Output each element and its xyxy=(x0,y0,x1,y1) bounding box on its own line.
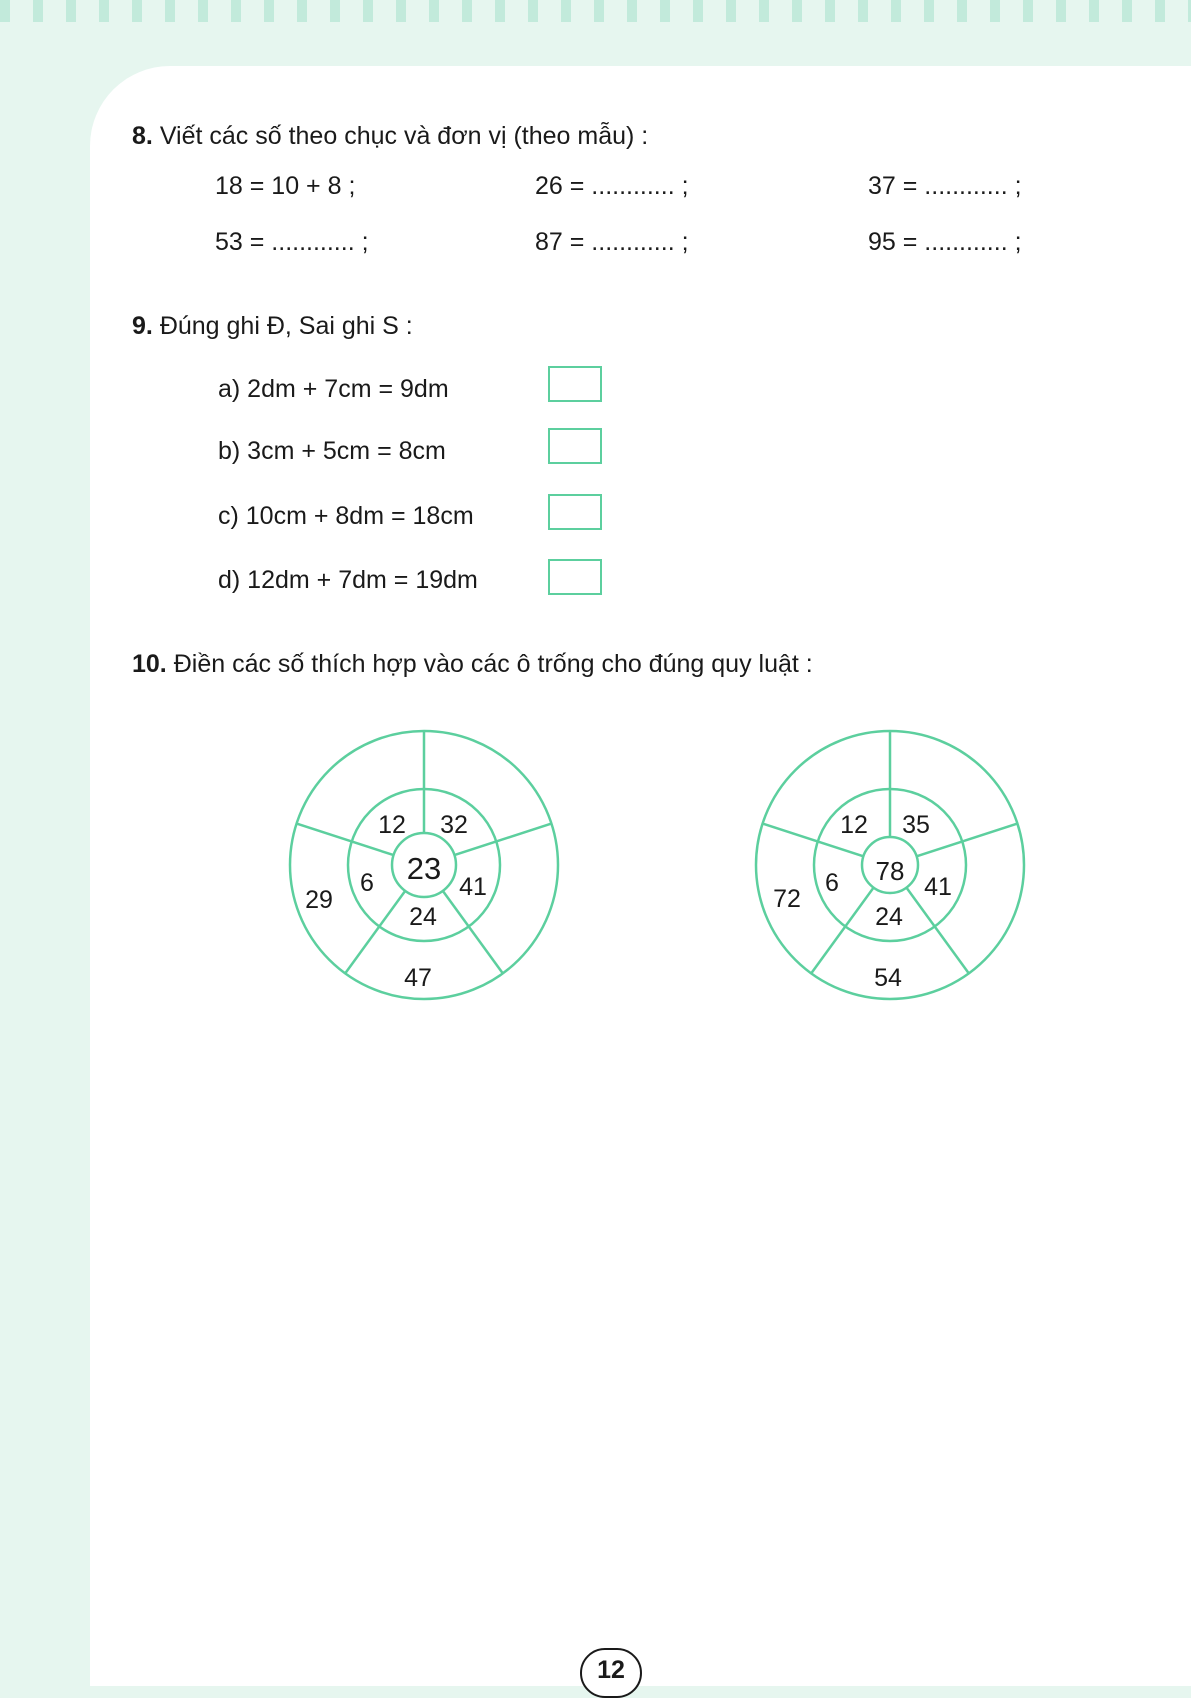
q8-expr-2[interactable]: 26 = ............ ; xyxy=(535,172,689,200)
q9-answer-box-d[interactable] xyxy=(548,559,602,595)
q9-heading xyxy=(132,312,413,341)
number-wheel-1 xyxy=(284,725,564,1005)
q9-answer-box-a[interactable] xyxy=(548,366,602,402)
wheel-1-outer-3: 47 xyxy=(404,964,432,992)
q9-title: Đúng ghi Đ, Sai ghi S : xyxy=(159,312,413,340)
wheel-2-outer-3: 54 xyxy=(874,964,902,992)
wheel-2-outer-4: 72 xyxy=(773,885,801,913)
q10-title: Điền các số thích hợp vào các ô trống cho đúng quy luật : xyxy=(173,650,813,678)
q9-item-d: d) 12dm + 7dm = 19dm xyxy=(218,566,478,594)
wheel-1-inner-4: 6 xyxy=(360,869,374,897)
q8-expr-4[interactable]: 53 = ............ ; xyxy=(215,228,369,256)
wheel-1-outer-4: 29 xyxy=(305,886,333,914)
q9-item-b: b) 3cm + 5cm = 8cm xyxy=(218,437,446,465)
wheel-2-spokes xyxy=(763,731,1018,973)
wheel-2-inner-3: 24 xyxy=(875,903,903,931)
q8-heading xyxy=(132,122,648,151)
wheel-2-inner-1: 35 xyxy=(902,811,930,839)
q9-answer-box-b[interactable] xyxy=(548,428,602,464)
q8-expr-5[interactable]: 87 = ............ ; xyxy=(535,228,689,256)
q8-title: Viết các số theo chục và đơn vị (theo mẫu) : xyxy=(159,122,649,150)
wheel-1-inner-2: 41 xyxy=(459,873,487,901)
q9-item-c: c) 10cm + 8dm = 18cm xyxy=(218,502,474,530)
q8-expr-6[interactable]: 95 = ............ ; xyxy=(868,228,1022,256)
wheel-1-inner-1: 32 xyxy=(440,811,468,839)
wheel-2-inner-0: 12 xyxy=(840,811,868,839)
wheel-1-center-value: 23 xyxy=(406,851,442,886)
q9-answer-box-c[interactable] xyxy=(548,494,602,530)
q10-number: 10. xyxy=(132,650,167,678)
wheel-2-inner-2: 41 xyxy=(924,873,952,901)
q8-expr-3[interactable]: 37 = ............ ; xyxy=(868,172,1022,200)
wheel-2-inner-4: 6 xyxy=(825,869,839,897)
wheel-1-inner-3: 24 xyxy=(409,903,437,931)
number-wheel-2 xyxy=(754,725,1034,1005)
q9-number: 9. xyxy=(132,312,153,340)
wheel-1-inner-0: 12 xyxy=(378,811,406,839)
q10-heading xyxy=(132,650,813,679)
top-dashed-border xyxy=(0,0,1191,22)
wheel-2-center-value: 78 xyxy=(875,856,905,886)
page-number: 12 xyxy=(580,1648,642,1698)
q8-expr-1: 18 = 10 + 8 ; xyxy=(215,172,356,200)
q9-item-a: a) 2dm + 7cm = 9dm xyxy=(218,375,449,403)
q8-number: 8. xyxy=(132,122,153,150)
